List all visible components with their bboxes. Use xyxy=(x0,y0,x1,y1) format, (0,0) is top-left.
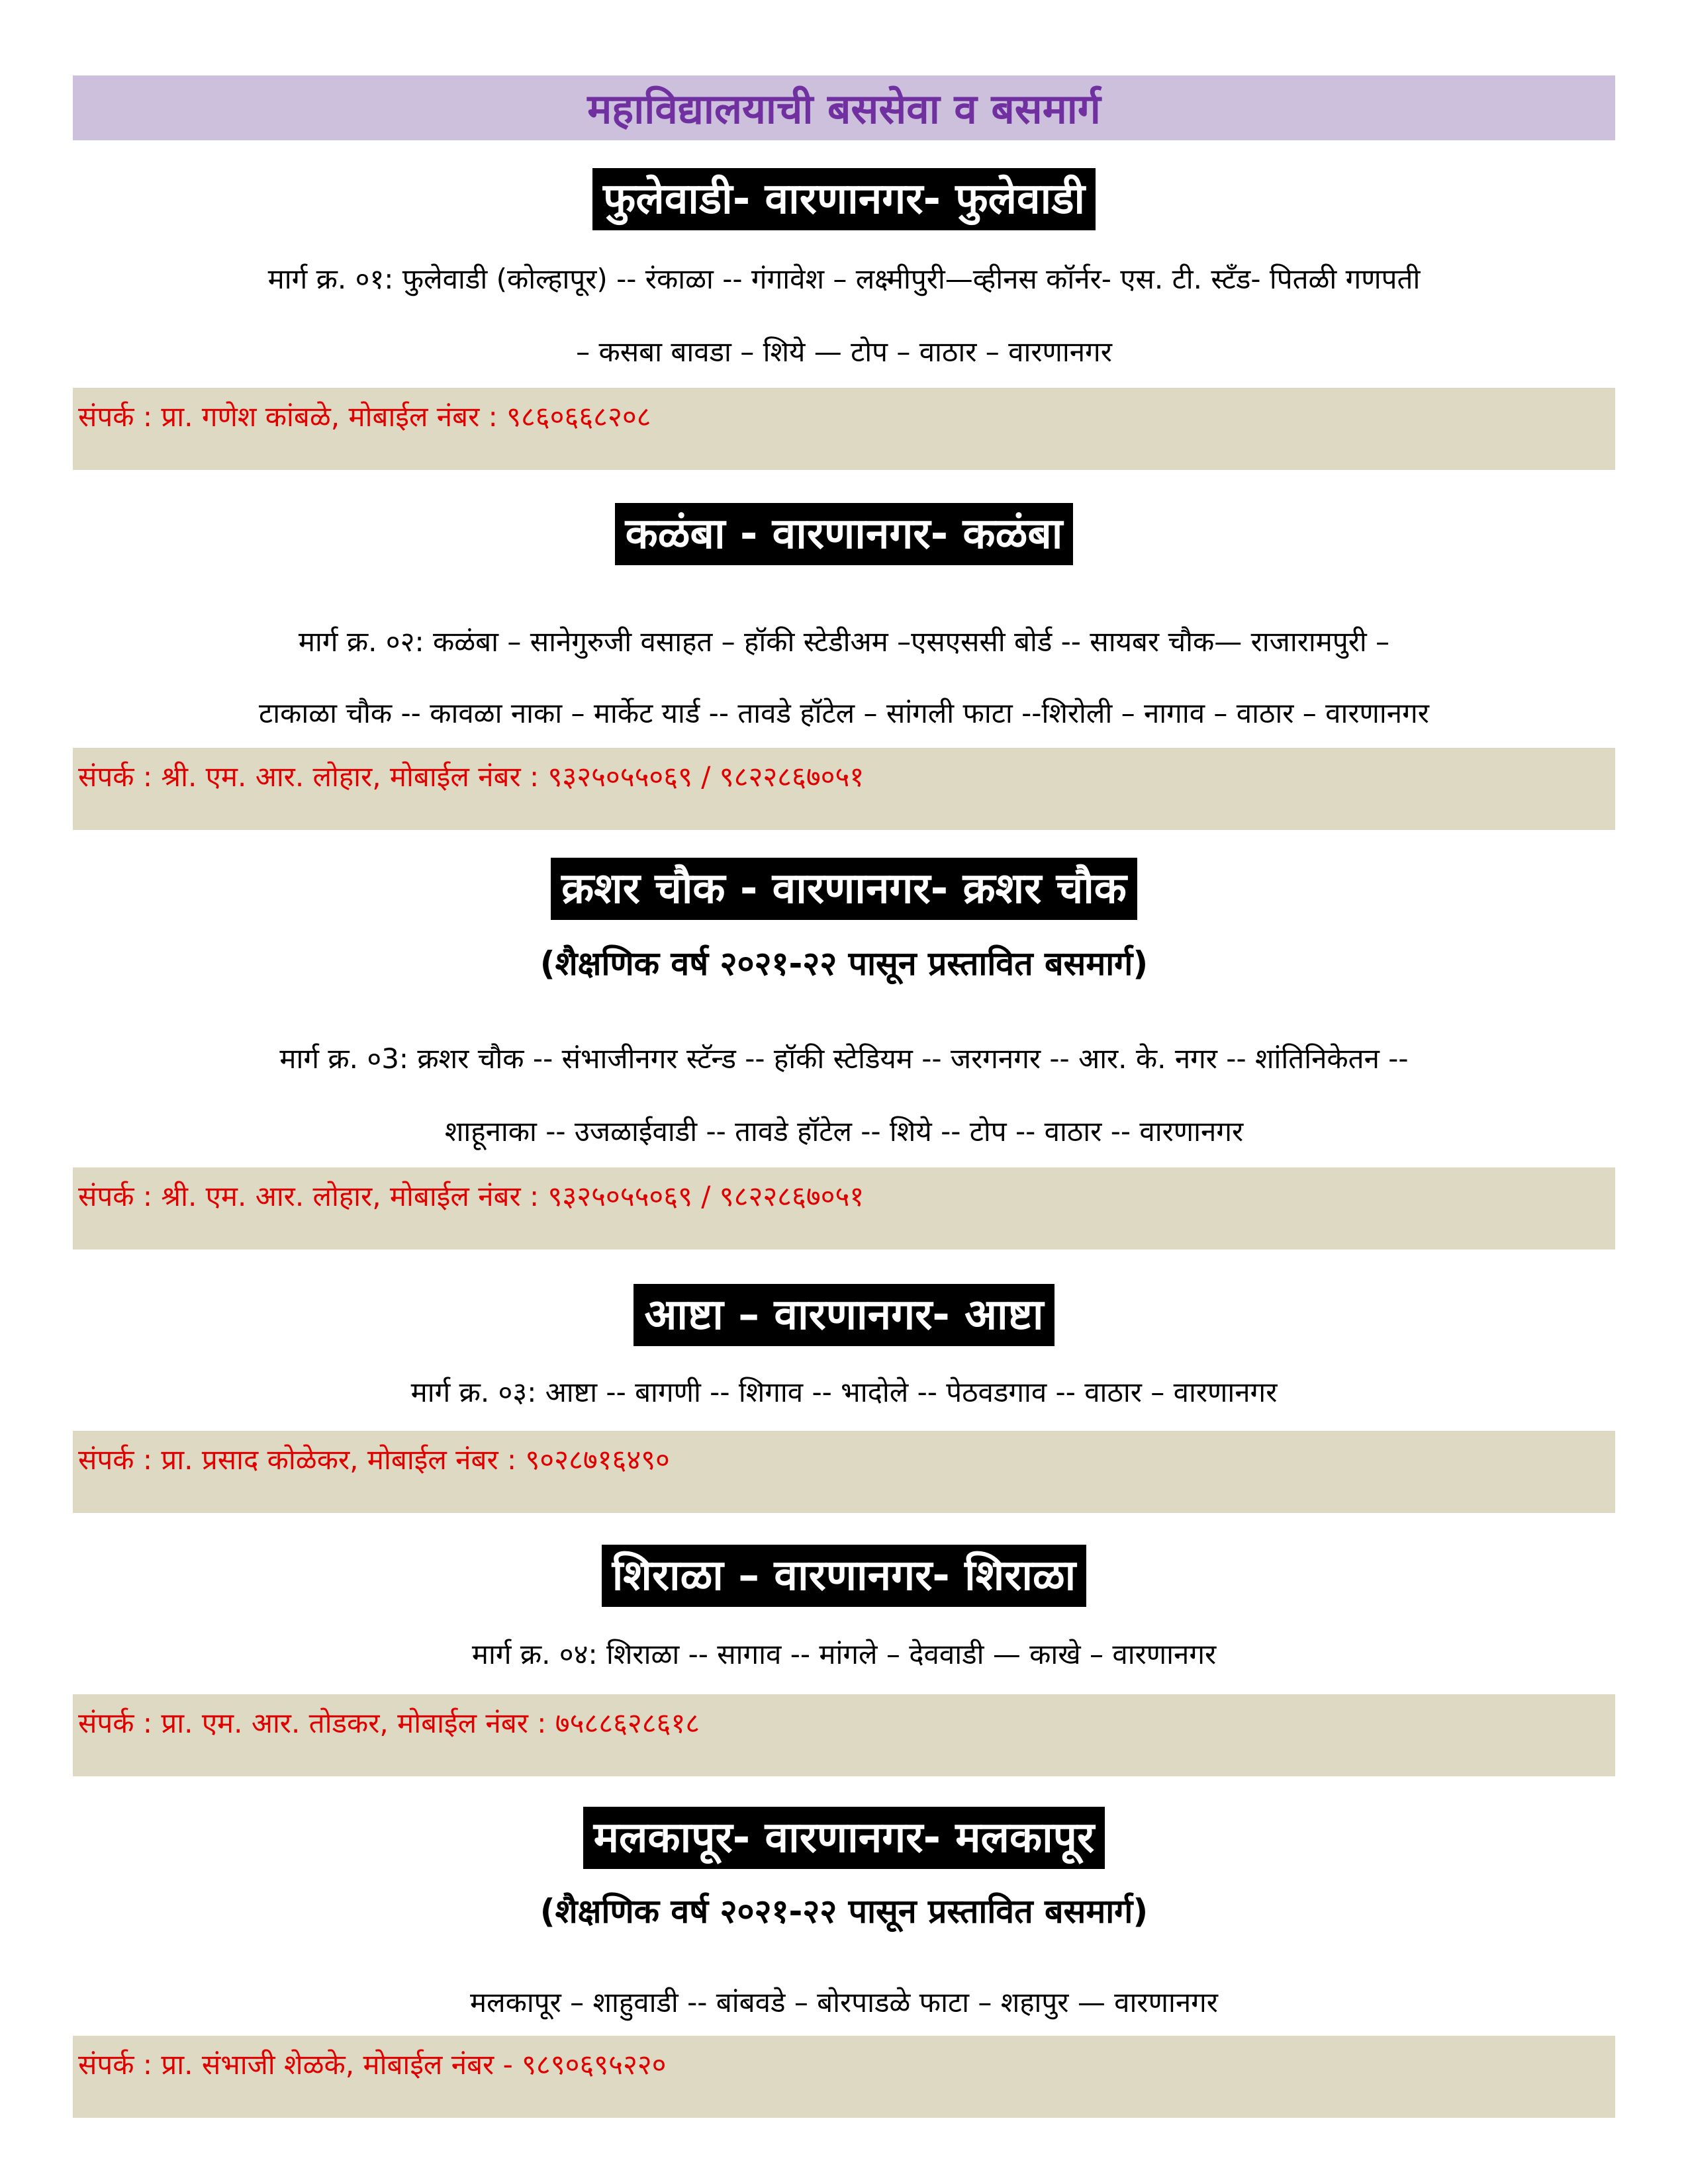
route-3-path-line-2: शाहूनाका -- उजळाईवाडी -- तावडे हॉटेल -- शिये -- टोप -- वाठार -- वारणानगर xyxy=(444,1115,1244,1148)
route-4-path-line-1: मार्ग क्र. ०३: आष्टा -- बागणी -- शिगाव -- भादोले -- पेठवडगाव -- वाठार – वारणानगर xyxy=(410,1376,1278,1408)
route-4-contact: संपर्क : प्रा. प्रसाद कोळेकर, मोबाईल नंबर : ९०२८७१६४९० xyxy=(78,1443,670,1476)
route-5-path-line-1: मार्ग क्र. ०४: शिराळा -- सागाव -- मांगले – देववाडी — काखे – वारणानगर xyxy=(471,1638,1217,1670)
route-3-path-line-1: मार्ग क्र. ०3: क्रशर चौक -- संभाजीनगर स्टॅन्ड -- हॉकी स्टेडियम -- जरगनगर -- आर. के. नगर -- शांतिनिकेतन -- xyxy=(279,1042,1409,1075)
route-1-path-line-1: मार्ग क्र. ०१: फुलेवाडी (कोल्हापूर) -- रंकाळा -- गंगावेश – लक्ष्मीपुरी—व्हीनस कॉर्नर- एस. टी. स्टॅंड- पितळी गणपती xyxy=(267,263,1421,295)
route-2-contact: संपर्क : श्री. एम. आर. लोहार, मोबाईल नंबर : ९३२५०५५०६९ / ९८२२८६७०५१ xyxy=(78,760,865,793)
route-5-contact-box xyxy=(73,1694,1615,1776)
route-3-proposed-note: (शैक्षणिक वर्ष २०२१-२२ पासून प्रस्तावित बसमार्ग) xyxy=(539,944,1149,983)
route-3-contact: संपर्क : श्री. एम. आर. लोहार, मोबाईल नंबर : ९३२५०५५०६९ / ९८२२८६७०५१ xyxy=(78,1180,865,1212)
route-4-contact-box xyxy=(73,1431,1615,1513)
route-6-title: मलकापूर- वारणानगर- मलकापूर xyxy=(0,1807,1688,1869)
route-6-contact: संपर्क : प्रा. संभाजी शेळके, मोबाईल नंबर - ९८९०६९५२२० xyxy=(78,2048,667,2081)
route-3-title: क्रशर चौक - वारणानगर- क्रशर चौक xyxy=(0,858,1688,920)
route-4-title: आष्टा – वारणानगर- आष्टा xyxy=(0,1284,1688,1346)
page-title: महाविद्यालयाची बससेवा व बसमार्ग xyxy=(587,85,1101,133)
route-5-title: शिराळा – वारणानगर- शिराळा xyxy=(0,1545,1688,1607)
route-3-contact-box xyxy=(73,1167,1615,1250)
route-6-proposed-note: (शैक्षणिक वर्ष २०२१-२२ पासून प्रस्तावित बसमार्ग) xyxy=(539,1892,1149,1931)
page-title-bar xyxy=(73,75,1615,140)
route-1-contact: संपर्क : प्रा. गणेश कांबळे, मोबाईल नंबर : ९८६०६६८२०८ xyxy=(78,400,651,433)
route-2-contact-box xyxy=(73,748,1615,830)
route-2-title: कळंबा - वारणानगर- कळंबा xyxy=(0,503,1688,565)
route-1-path-line-2: – कसबा बावडा – शिये — टोप – वाठार – वारणानगर xyxy=(576,336,1112,368)
route-6-contact-box xyxy=(73,2036,1615,2118)
route-2-path-line-2: टाकाळा चौक -- कावळा नाका – मार्केट यार्ड -- तावडे हॉटेल – सांगली फाटा --शिरोली – नागाव – वाठार – वारणानगर xyxy=(259,697,1429,729)
route-2-path-line-1: मार्ग क्र. ०२: कळंबा – सानेगुरुजी वसाहत – हॉकी स्टेडीअम –एसएससी बोर्ड -- सायबर चौक— राजारामपुरी – xyxy=(298,625,1390,658)
route-6-path-line-1: मलकापूर – शाहुवाडी -- बांबवडे – बोरपाडळे फाटा – शहापुर — वारणानगर xyxy=(470,1986,1218,2019)
route-1-title: फुलेवाडी- वारणानगर- फुलेवाडी xyxy=(0,168,1688,230)
route-5-contact: संपर्क : प्रा. एम. आर. तोडकर, मोबाईल नंबर : ७५८८६२८६१८ xyxy=(78,1707,700,1739)
route-1-contact-box xyxy=(73,388,1615,470)
